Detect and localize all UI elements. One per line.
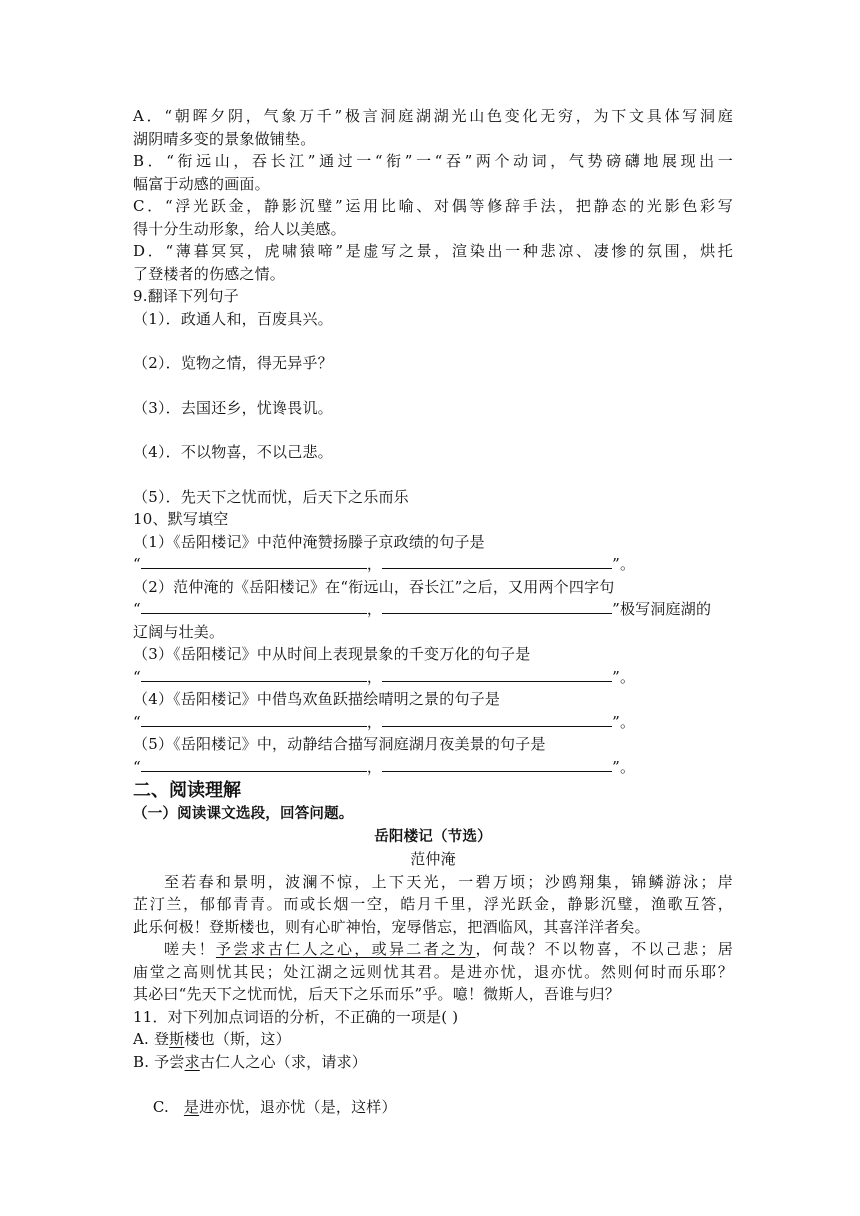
- fill-blank[interactable]: [141, 554, 367, 569]
- q10-fill-line-1: “ ， ”。: [133, 555, 636, 573]
- q11-option-a: A. 登斯楼也（斯，这）: [133, 1030, 291, 1048]
- fill-blank[interactable]: [141, 712, 367, 727]
- q10-fill-line-3: “ ， ”。: [133, 667, 636, 686]
- q9-answer-space-3[interactable]: [133, 419, 733, 441]
- q11-option-c: C. 是进亦忧，退亦忧（是，这样）: [152, 1097, 397, 1116]
- q9-answer-space-2[interactable]: [133, 375, 733, 397]
- fill-blank[interactable]: [382, 554, 612, 569]
- q9-answer-space-4[interactable]: [133, 464, 733, 486]
- fill-blank[interactable]: [382, 667, 612, 682]
- q10-prompt-5: （5）《岳阳楼记》中，动静结合描写洞庭湖月夜美景的句子是: [133, 735, 546, 753]
- dotted-word: 求: [184, 1052, 200, 1071]
- passage-para1-line1: 至若春和景明，波澜不惊，上下天光，一碧万顷；沙鸥翔集，锦鳞游泳；岸: [164, 872, 733, 891]
- q9-item-3: （3）．去国还乡，忧谗畏讥。: [133, 398, 333, 417]
- underlined-sentence: 予尝求古仁人之心，或异二者之为: [215, 940, 476, 958]
- q8-option-a-line2: 湖阴晴多变的景象做铺垫。: [133, 129, 316, 148]
- q10-fill-line-5: “ ， ”。: [133, 757, 636, 776]
- fill-blank[interactable]: [141, 667, 367, 682]
- q10-prompt-2-cont: 辽阔与壮美。: [133, 622, 225, 641]
- q9-title: 9.翻译下列句子: [133, 287, 239, 305]
- q10-title: 10、默写填空: [133, 510, 229, 528]
- q9-answer-space-1[interactable]: [133, 330, 733, 352]
- passage-para1-line3: 此乐何极！登斯楼也，则有心旷神怡，宠辱偕忘，把酒临风，其喜洋洋者矣。: [133, 917, 650, 936]
- passage-para2-line2: 庙堂之高则忧其民；处江湖之远则忧其君。是进亦忧，退亦忧。然则何时而乐耶？: [133, 962, 733, 981]
- q8-option-d-line1: D．“薄暮冥冥，虎啸猿啼”是虚写之景，渲染出一种悲凉、凄惨的氛围，烘托: [133, 242, 733, 260]
- q11-stem: 11．对下列加点词语的分析，不正确的一项是( ): [133, 1007, 459, 1026]
- fill-blank[interactable]: [382, 599, 612, 614]
- q9-item-5: （5）．先天下之忧而忧，后天下之乐而乐: [133, 487, 409, 506]
- document-page: [133, 105, 733, 1116]
- q10-prompt-3: （3）《岳阳楼记》中从时间上表现景象的千变万化的句子是: [133, 645, 531, 663]
- fill-blank[interactable]: [382, 757, 612, 772]
- subsection-heading: （一）阅读课文选段，回答问题。: [133, 806, 354, 822]
- q8-option-a-line1: A．“朝晖夕阴，气象万千”极言洞庭湖湖光山色变化无穷，为下文具体写洞庭: [133, 107, 733, 125]
- section-heading: 二、阅读理解: [133, 780, 241, 801]
- passage-para2-line3: 其必曰“先天下之忧而忧，后天下之乐而乐”乎。噫！微斯人，吾谁与归？: [133, 985, 620, 1003]
- q11-option-b: B. 予尝求古仁人之心（求，请求）: [133, 1052, 367, 1071]
- passage-para1-line2: 芷汀兰，郁郁青青。而或长烟一空，皓月千里，浮光跃金，静影沉璧，渔歌互答，: [133, 895, 733, 913]
- q10-prompt-2: （2）范仲淹的《岳阳楼记》在“衔远山，吞长江”之后，又用两个四字句: [133, 577, 615, 596]
- q8-option-b-line2: 幅富于动感的画面。: [133, 174, 270, 193]
- fill-blank[interactable]: [141, 757, 367, 772]
- q10-fill-line-2: “ ， ”极写洞庭湖的: [133, 600, 712, 618]
- q10-fill-line-4: “ ， ”。: [133, 712, 636, 731]
- fill-blank[interactable]: [141, 599, 367, 614]
- q10-prompt-4: （4）《岳阳楼记》中借鸟欢鱼跃描绘晴明之景的句子是: [133, 690, 501, 708]
- q9-item-4: （4）．不以物喜，不以己悲。: [133, 443, 333, 461]
- q9-item-1: （1）．政通人和，百废具兴。: [133, 309, 333, 328]
- passage-title: 岳阳楼记（节选）: [374, 828, 492, 845]
- q8-option-b-line1: B．“衔远山，吞长江”通过一“衔”一“吞”两个动词，气势磅礴地展现出一: [133, 152, 733, 170]
- q9-item-2: （2）．览物之情，得无异乎？: [133, 354, 333, 372]
- q8-option-c-line2: 得十分生动形象，给人以美感。: [133, 219, 346, 238]
- passage-para2-line1: 嗟夫！予尝求古仁人之心，或异二者之为，何哉？不以物喜，不以己悲；居: [164, 940, 733, 958]
- passage-author: 范仲淹: [410, 850, 456, 868]
- q10-prompt-1: （1）《岳阳楼记》中范仲淹赞扬滕子京政绩的句子是: [133, 532, 485, 551]
- dotted-word: 斯: [169, 1030, 185, 1048]
- dotted-word: 是: [183, 1097, 200, 1116]
- q8-option-c-line1: C．“浮光跃金，静影沉璧”运用比喻、对偶等修辞手法，把静态的光影色彩写: [133, 197, 733, 215]
- q8-option-d-line2: 了登楼者的伤感之情。: [133, 264, 286, 283]
- fill-blank[interactable]: [382, 712, 612, 727]
